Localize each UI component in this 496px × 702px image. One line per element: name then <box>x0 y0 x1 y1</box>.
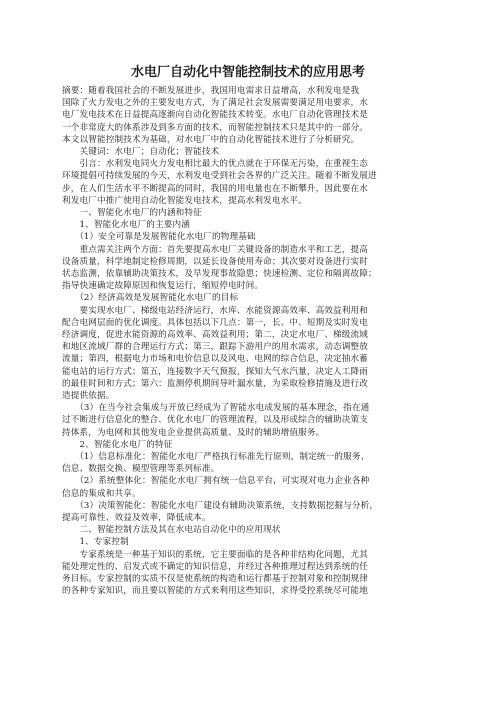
body-text-line: 专家系统是一种基于知识的系统，它主要面临的是各种非结构化问题，尤其 <box>62 549 369 560</box>
body-text-line: （3）决策智能化：智能化水电厂建设有辅助决策系统，支持数据挖掘与分析， <box>62 500 379 511</box>
body-text-line: 2、智能化水电厂的特征 <box>62 439 173 450</box>
body-text-line: 一、智能化水电厂的内涵和特征 <box>62 208 202 218</box>
body-text-line: 国除了火力发电之外的主要发电方式，为了满足社会发展需要满足用电要求，水 <box>62 98 369 109</box>
body-text-line: 持体系，为电网和其他发电企业提供高质量、及时的辅助增值服务。 <box>62 427 325 438</box>
body-text-line: 信息、数据交换、模型管理等系列标准。 <box>62 464 220 475</box>
body-text-line: （3）在当今社会集成与开放已经成为了智能水电成发展的基本理念，指在通 <box>62 403 370 414</box>
body-text-line: 关键词：水电厂；自动化；智能技术 <box>62 147 220 157</box>
body-text-line: 摘要：随着我国社会的不断发展进步，我国用电需求日益增高，水利发电是我 <box>62 86 360 96</box>
body-text-line: 引言：水利发电同火力发电相比最大的优点就在于环保无污染，在重视生态 <box>62 159 369 170</box>
body-text-line: 过不断进行信息化的整合、优化水电厂的管理流程，以及形成综合的辅助决策支 <box>62 415 369 426</box>
body-text-line: 1、专家控制 <box>62 537 129 548</box>
body-text-line: 造提供依据。 <box>62 391 115 401</box>
body-text-line: 流量；第四，根据电力市场和电价信息以及风电、电网的综合信息，决定抽水蓄 <box>62 354 369 365</box>
body-text-line: 提高可靠性、效益及效率，降低成本。 <box>62 513 211 523</box>
body-text-line: 指导快速确定故障原因和恢复运行，缩短停电时间。 <box>62 281 264 292</box>
body-text-line: （2）系统整体化：智能化水电厂拥有统一信息平台，可实现对电力企业各种 <box>62 476 370 487</box>
body-text-line: 能处理定性的、启发式或不确定的知识信息，并经过各种推理过程达到系统的任 <box>62 561 369 572</box>
body-text-line: 一个非常庞大的体系涉及到多方面的技术，而智能控制技术只是其中的一部分。 <box>62 122 369 133</box>
body-text-line: 状态监测，依靠辅助决策技术，及早发现事故隐患；快速检测、定位和隔离故障； <box>62 269 377 279</box>
body-text-line: 二、智能控制方法及其在水电站自动化中的应用现状 <box>62 525 281 536</box>
body-text-line: （2）经济高效是发展智能化水电厂的目标 <box>62 293 239 304</box>
body-text-line: 本文以智能控制技术为基础，对水电厂中的自动化智能技术进行了分析研究。 <box>62 134 360 145</box>
body-text-line: 务目标。专家控制的实质不仅是使系统的构造和运行都基于控制对象和控制规律 <box>62 574 369 584</box>
body-text-line: （1）信息标准化：智能化水电厂严格执行标准先行原则，制定统一的服务、 <box>62 452 370 462</box>
body-text-line: 重点需关注两个方面：首先要提高水电厂关键设备的制造水平和工艺，提高 <box>62 244 369 255</box>
body-text-line: 能电站的运行方式；第五，连接数字天气预报，探知大气水汽量，决定人工降雨 <box>62 366 369 377</box>
body-text-line: 1、智能化水电厂的主要内涵 <box>62 220 191 231</box>
body-text-line: （1）安全可靠是发展智能化水电厂的物理基础 <box>62 232 256 243</box>
body-text-line: 经济调度，促进水能资源的高效率、高效益利用；第二，决定水电厂、梯级流域 <box>62 330 369 340</box>
document-title: 水电厂自动化中智能控制技术的应用思考 <box>130 65 365 80</box>
body-text-line: 配合电网层面的优化调度。具体包括以下几点：第一，长、中、短期及实时发电 <box>62 317 369 328</box>
body-text-line: 设备质量，科学地制定检修周期，以延长设备使用寿命；其次要对设备进行实时 <box>62 256 369 267</box>
body-text-line: 要实现水电厂、梯级电站经济运行，水库、水能资源高效率、高效益利用和 <box>62 305 369 316</box>
body-text-line: 步，在人们生活水平不断提高的同时，我国的用电量也在不断攀升，因此要在水 <box>62 183 369 194</box>
body-text-line: 环境提倡可持续发展的今天，水利发电受到社会各界的广泛关注。随着不断发展进 <box>62 171 377 182</box>
body-text-line: 信息的集成和共享。 <box>62 488 141 499</box>
body-text-line: 和地区流域厂群的合理运行方式；第三，跟踪下游用户的用水需求，动态调整放 <box>62 342 369 353</box>
body-text-line: 利发电厂中推广使用自动化智能发电技术，提高水利发电水平。 <box>62 195 307 206</box>
body-text-line: 的最佳时间和方式；第六：监测停机期间导叶漏水量，为采取检修措施及进行改 <box>62 378 369 389</box>
body-text-line: 的各种专家知识，而且要以智能的方式来利用这些知识，求得受控系统尽可能地 <box>62 586 369 597</box>
body-text-line: 电厂发电技术在日益提高逐渐向自动化智能技术转变。水电厂自动化管理技术是 <box>62 110 369 121</box>
